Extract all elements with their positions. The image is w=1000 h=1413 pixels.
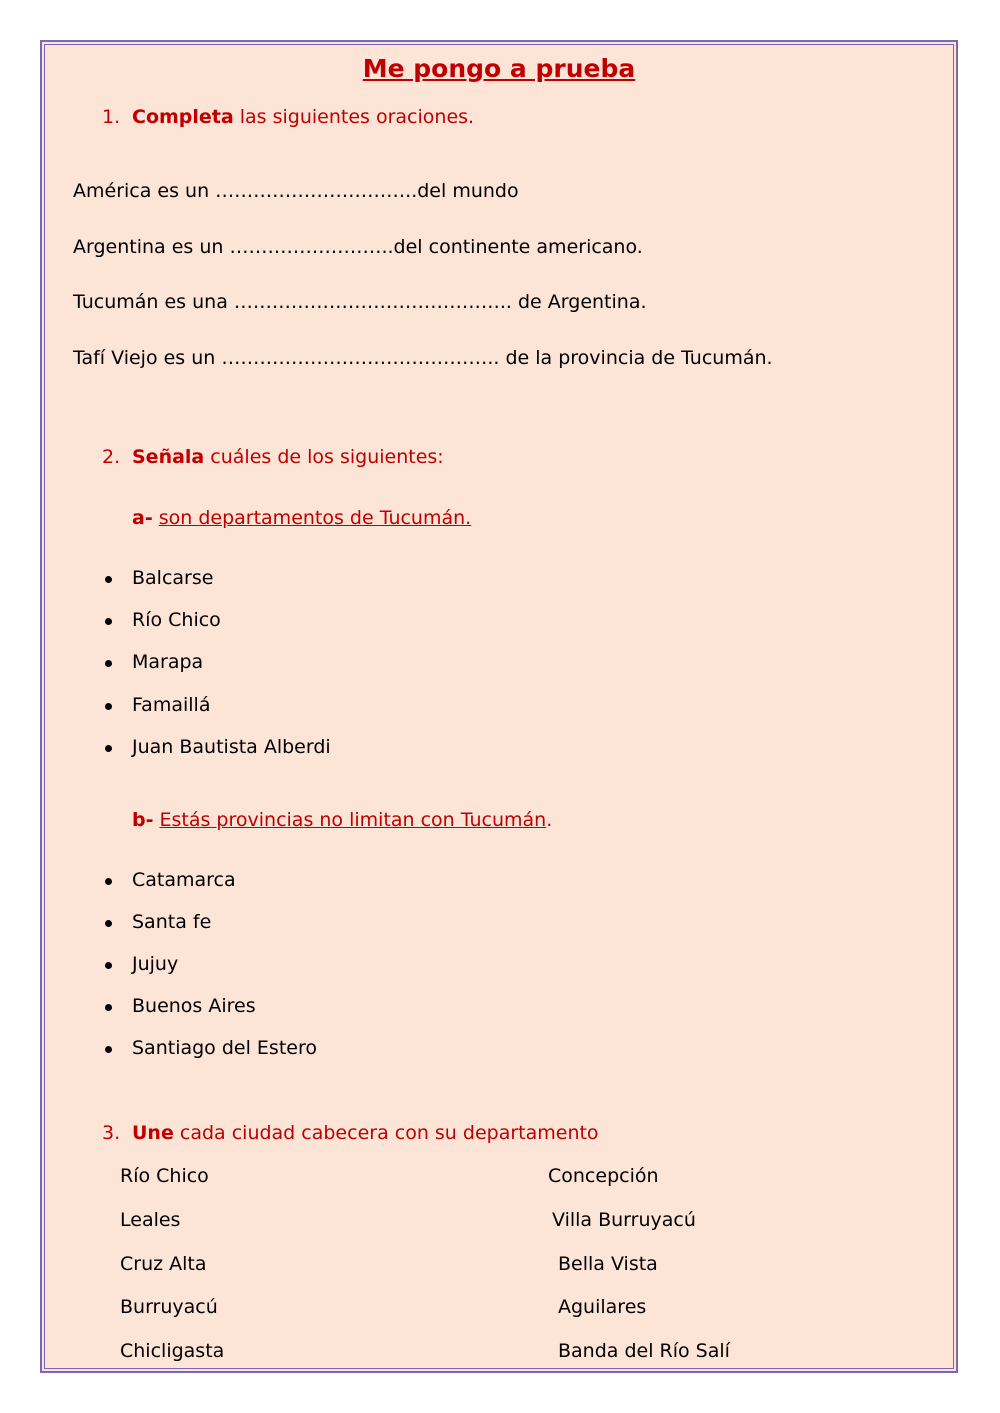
list-item: Balcarse [132, 567, 213, 589]
match-left-item: Chicligasta [120, 1340, 225, 1362]
list-item: Juan Bautista Alberdi [132, 736, 331, 758]
match-left-item: Cruz Alta [120, 1253, 207, 1275]
part-a-text: son departamentos de Tucumán. [158, 507, 472, 529]
section-3-keyword: Une [132, 1122, 174, 1144]
bullet-icon [105, 618, 112, 625]
section-1-number: 1. [102, 106, 121, 128]
section-2-keyword: Señala [132, 446, 205, 468]
part-b-label: b- [132, 809, 154, 831]
section-3-instruction: cada ciudad cabecera con su departamento [173, 1122, 599, 1144]
match-right-item: Banda del Río Salí [558, 1340, 730, 1362]
part-b-text: Estás provincias no limitan con Tucumán [159, 809, 547, 831]
bullet-icon [105, 962, 112, 969]
part-a-label: a- [132, 507, 153, 529]
sentence-4: Tafí Viejo es un …………………………………….. de la provincia de Tucumán. [73, 347, 773, 369]
section-2-heading [102, 446, 444, 468]
match-right-item: Aguilares [558, 1296, 647, 1318]
page-title: Me pongo a prueba [362, 54, 636, 83]
section-3-number: 3. [102, 1122, 121, 1144]
section-2-instruction: cuáles de los siguientes: [204, 446, 444, 468]
part-b-period: . [546, 809, 553, 831]
bullet-icon [105, 703, 112, 710]
worksheet-page [40, 40, 958, 1373]
section-1-heading [102, 106, 474, 128]
bullet-icon [105, 576, 112, 583]
list-item: Famaillá [132, 694, 210, 716]
bullet-icon [105, 1046, 112, 1053]
section-2-number: 2. [102, 446, 121, 468]
match-right-item: Concepción [548, 1165, 659, 1187]
list-item: Río Chico [132, 609, 221, 631]
match-right-item: Bella Vista [558, 1253, 658, 1275]
sentence-3: Tucumán es una …………………………………….. de Argentina. [73, 291, 647, 313]
bullet-icon [105, 878, 112, 885]
part-a-heading [132, 507, 471, 529]
bullet-icon [105, 745, 112, 752]
list-item: Marapa [132, 651, 203, 673]
bullet-icon [105, 1004, 112, 1011]
part-b-heading [132, 809, 552, 831]
list-item: Jujuy [132, 953, 178, 975]
list-item: Catamarca [132, 869, 236, 891]
section-1-keyword: Completa [132, 106, 234, 128]
match-right-item: Villa Burruyacú [552, 1209, 696, 1231]
sentence-1: América es un …………………………..del mundo [73, 180, 519, 202]
match-left-item: Río Chico [120, 1165, 209, 1187]
section-3-heading [102, 1122, 599, 1144]
section-1-instruction: las siguientes oraciones. [233, 106, 475, 128]
bullet-icon [105, 920, 112, 927]
match-left-item: Leales [120, 1209, 181, 1231]
match-left-item: Burruyacú [120, 1296, 218, 1318]
list-item: Buenos Aires [132, 995, 256, 1017]
sentence-2: Argentina es un ……………………..del continente americano. [73, 236, 643, 258]
list-item: Santiago del Estero [132, 1037, 317, 1059]
list-item: Santa fe [132, 911, 211, 933]
bullet-icon [105, 660, 112, 667]
